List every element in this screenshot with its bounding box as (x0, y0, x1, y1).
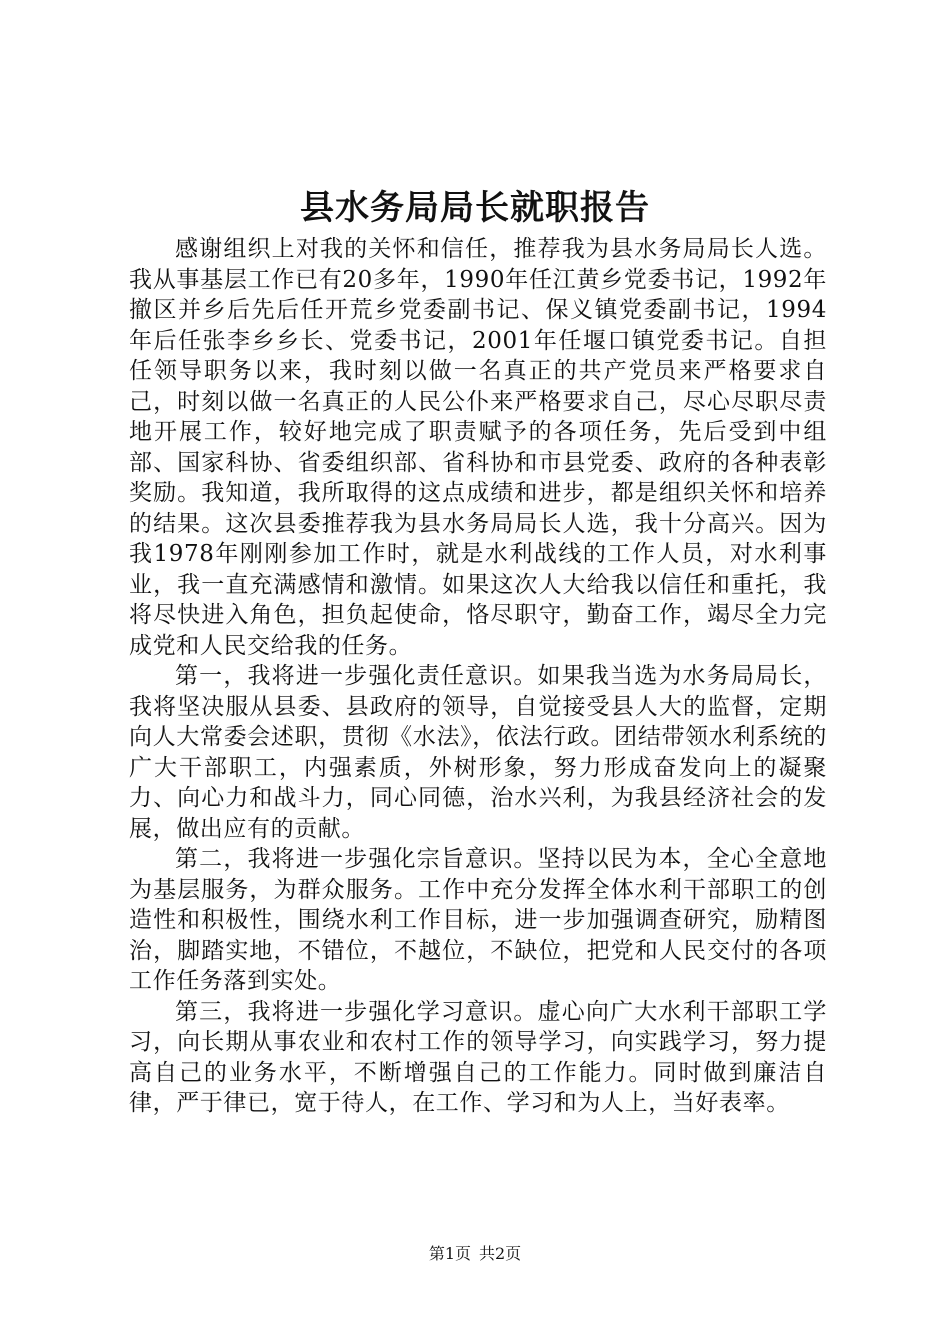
page-number-current: 第1页 (428, 1244, 471, 1263)
document-body (129, 234, 827, 1119)
page-number-total: 共2页 (479, 1244, 522, 1263)
paragraph-intro: 感谢组织上对我的关怀和信任，推荐我为县水务局局长人选。我从事基层工作已有20多年，1990年任江黄乡党委书记，1992年撤区并乡后先后任开荒乡党委副书记、保义镇党委副书记，1994年后任张李乡乡长、党委书记，2001年任堰口镇党委书记。自担任领导职务以来，我时刻以做一名真正的共产党员来严格要求自己，时刻以做一名真正的人民公仆来严格要求自己，尽心尽职尽责地开展工作，较好地完成了职责赋予的各项任务，先后受到中组部、国家科协、省委组织部、省科协和市县党委、政府的各种表彰奖励。我知道，我所取得的这点成绩和进步，都是组织关怀和培养的结果。这次县委推荐我为县水务局局长人选，我十分高兴。因为我1978年刚刚参加工作时，就是水利战线的工作人员，对水利事业，我一直充满感情和激情。如果这次人大给我以信任和重托，我将尽快进入角色，担负起使命，恪尽职守，勤奋工作，竭尽全力完成党和人民交给我的任务。 (129, 236, 827, 659)
paragraph-third: 第三，我将进一步强化学习意识。虚心向广大水利干部职工学习，向长期从事农业和农村工作的领导学习，向实践学习，努力提高自己的业务水平，不断增强自己的工作能力。同时做到廉洁自律，严于律已，宽于待人，在工作、学习和为人上，当好表率。 (129, 998, 827, 1116)
paragraph-first: 第一，我将进一步强化责任意识。如果我当选为水务局局长，我将坚决服从县委、县政府的领导，自觉接受县人大的监督，定期向人大常委会述职，贯彻《水法》，依法行政。团结带领水利系统的广大干部职工，内强素质，外树形象，努力形成奋发向上的凝聚力、向心力和战斗力，同心同德，治水兴利，为我县经济社会的发展，做出应有的贡献。 (129, 663, 827, 842)
document-title: 县水务局局长就职报告 (300, 188, 650, 228)
page-footer (0, 1243, 950, 1265)
paragraph-second: 第二，我将进一步强化宗旨意识。坚持以民为本，全心全意地为基层服务，为群众服务。工作中充分发挥全体水利干部职工的创造性和积极性，围绕水利工作目标，进一步加强调查研究，励精图治，脚踏实地，不错位，不越位，不缺位，把党和人民交付的各项工作任务落到实处。 (129, 846, 827, 994)
